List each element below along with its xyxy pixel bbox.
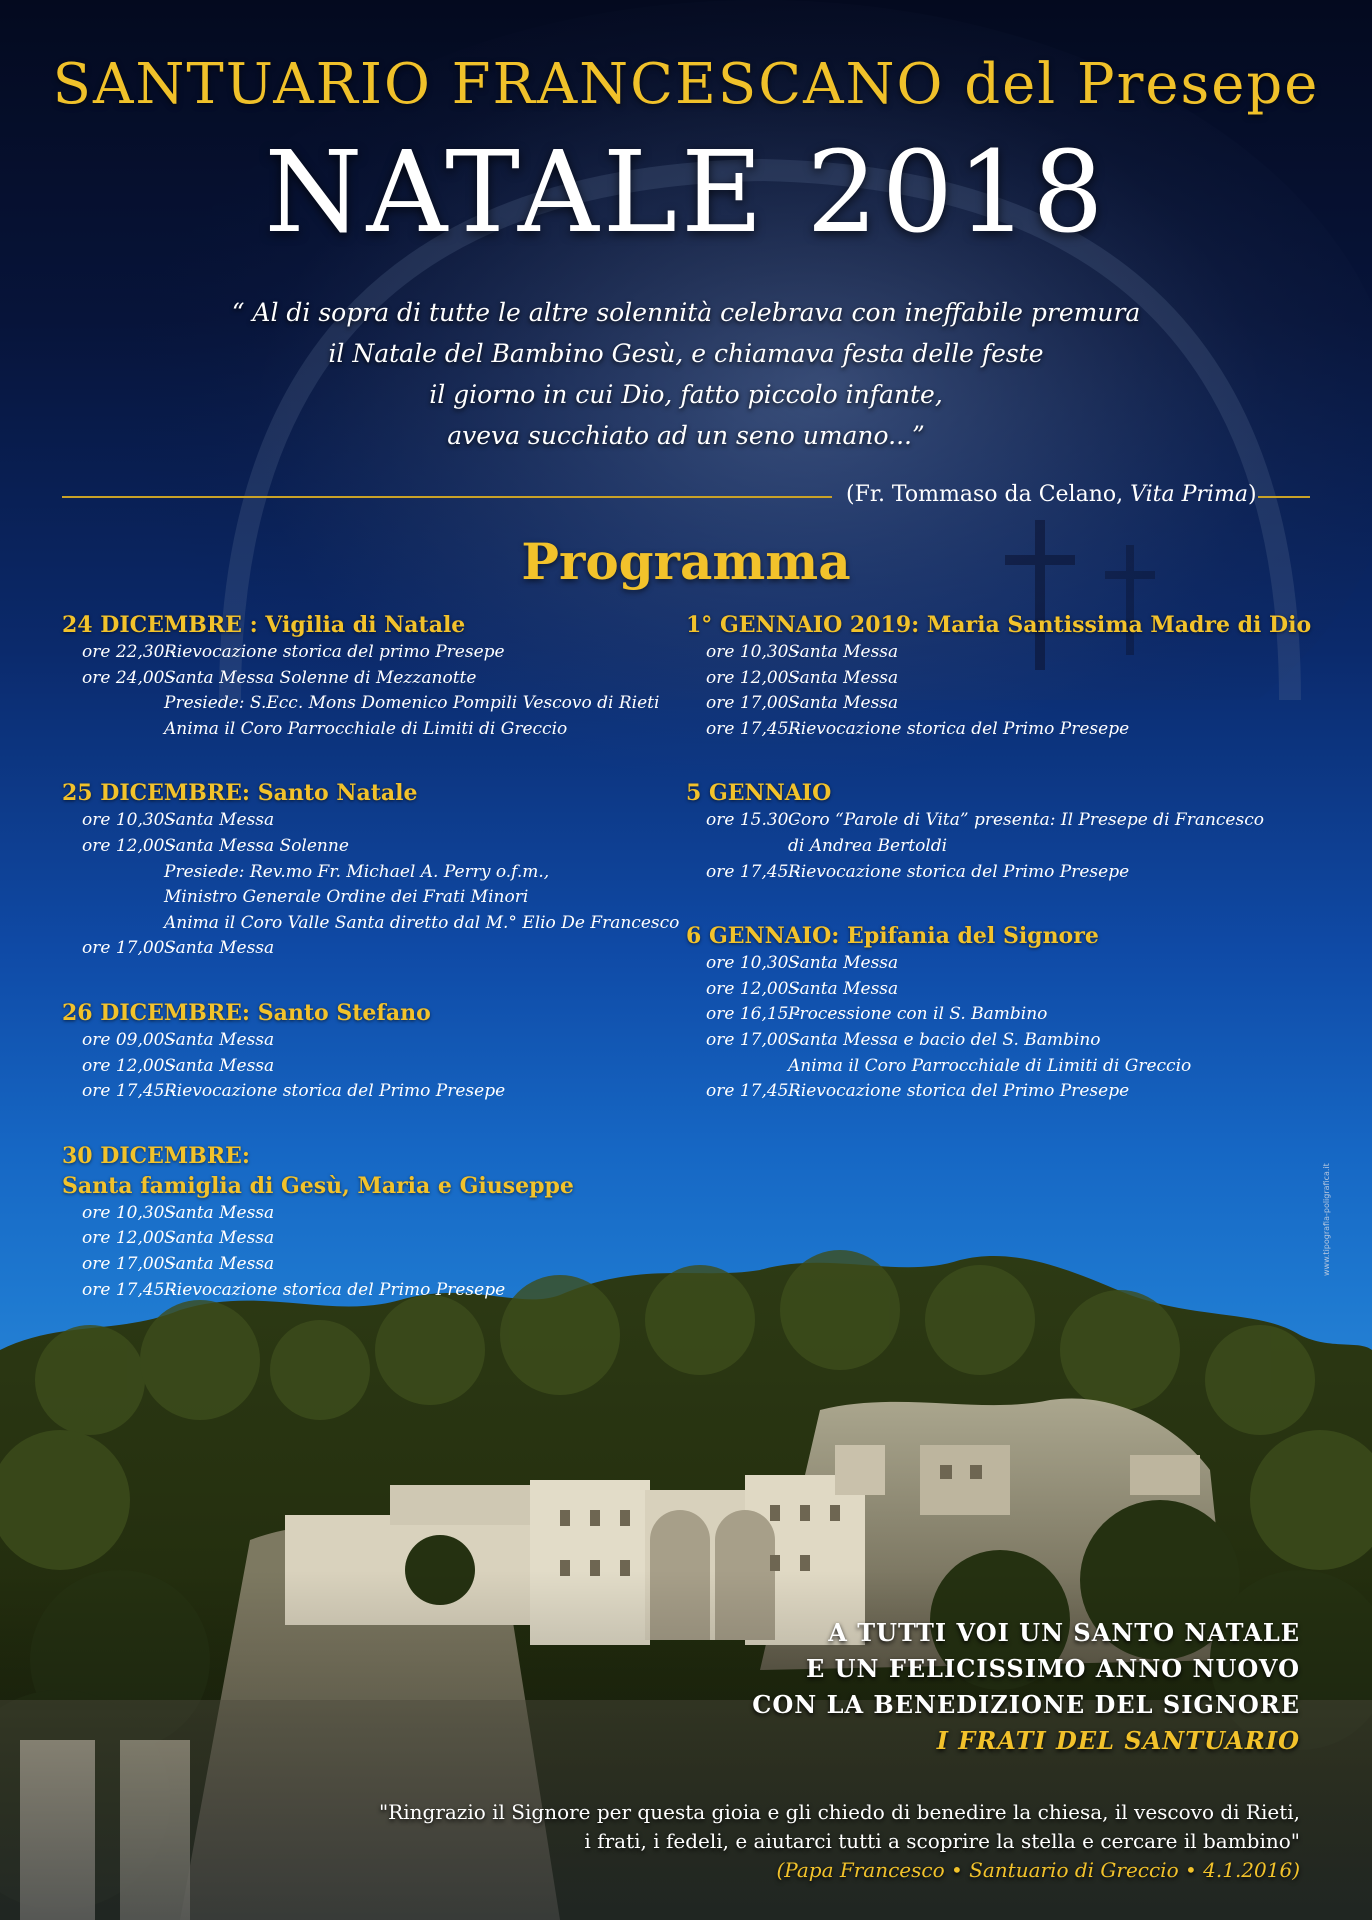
divider-left: [62, 496, 832, 498]
schedule-entry: [686, 1079, 1336, 1105]
day-subtitle: Santa famiglia di Gesù, Maria e Giuseppe: [62, 1172, 574, 1199]
day-title: 24 DICEMBRE : Vigilia di Natale: [62, 612, 466, 638]
greeting-line: E UN FELICISSIMO ANNO NUOVO: [805, 1654, 1300, 1683]
schedule-entry: [62, 1028, 702, 1054]
quote-line: aveva succhiato ad un seno umano...”: [447, 421, 925, 450]
program-day: [686, 921, 1336, 1105]
quote-line: il Natale del Bambino Gesù, e chiamava festa delle feste: [328, 339, 1044, 368]
entry-time: ore 10,30 -: [82, 1202, 176, 1223]
printer-credit: www.tipografia-poligrafica.it: [1322, 1163, 1331, 1276]
schedule-entry: [62, 808, 702, 834]
entry-time: ore 17,45 -: [706, 861, 800, 882]
schedule-entry: [62, 1054, 702, 1080]
program-column-left: [62, 610, 702, 1339]
entry-description: Rievocazione storica del primo Presepe: [164, 642, 505, 662]
pope-quote: [379, 1798, 1300, 1885]
entry-time: ore 17,45 -: [706, 1081, 800, 1102]
program-day: [62, 1141, 702, 1303]
entry-note: di Andrea Bertoldi: [788, 835, 948, 856]
program-day: [686, 778, 1336, 885]
entry-time: ore 24,00 -: [82, 667, 176, 688]
entry-time: ore 17,45 -: [82, 1279, 176, 1300]
entry-time: ore 22,30 -: [82, 642, 176, 662]
schedule-entry: [62, 1278, 702, 1304]
schedule-entry: [686, 860, 1336, 886]
entry-time: ore 12,00 -: [82, 1228, 176, 1249]
entry-time: ore 17,00 -: [82, 1253, 176, 1274]
entry-time: ore 17,00 -: [82, 938, 176, 959]
program-day: [62, 778, 702, 962]
schedule-entry: [686, 717, 1336, 743]
day-title: 25 DICEMBRE: Santo Natale: [62, 780, 418, 807]
program-heading: Programma: [521, 532, 851, 591]
greeting-line: A TUTTI VOI UN SANTO NATALE: [828, 1618, 1300, 1647]
entry-time: ore 17,00 -: [706, 693, 800, 714]
program-day: [62, 610, 702, 742]
program-day: [62, 998, 702, 1105]
greeting-line: CON LA BENEDIZIONE DEL SIGNORE: [752, 1690, 1300, 1719]
program-column-right: [686, 610, 1336, 1141]
entry-note: Presiede: Rev.mo Fr. Michael A. Perry o.f.m.,: [164, 861, 550, 882]
schedule-entry: [62, 834, 702, 860]
entry-description: Santa Messa: [164, 1055, 275, 1076]
schedule-entry: [686, 977, 1336, 1003]
entry-description: Santa Messa: [164, 1228, 275, 1249]
schedule-entry: [686, 640, 1336, 666]
entry-note: Anima il Coro Parrocchiale di Limiti di Greccio: [788, 1055, 1192, 1076]
entry-description: Rievocazione storica del Primo Presepe: [788, 1081, 1130, 1102]
entry-time: ore 12,00 -: [82, 1055, 176, 1076]
schedule-entry: [62, 936, 702, 962]
entry-time: ore 10,30 -: [706, 642, 800, 662]
greeting-signature: I FRATI DEL SANTUARIO: [936, 1726, 1300, 1755]
entry-time: ore 12,00 -: [82, 835, 176, 856]
entry-description: Santa Messa Solenne di Mezzanotte: [164, 667, 477, 688]
schedule-entry: [686, 808, 1336, 834]
entry-description: Santa Messa: [164, 810, 275, 831]
day-title: 26 DICEMBRE: Santo Stefano: [62, 999, 431, 1026]
quote-line: “ Al di sopra di tutte le altre solennità celebrava con ineffabile premura: [231, 298, 1141, 327]
entry-time: ore 17,45 -: [82, 1081, 176, 1102]
entry-time: ore 09,00 -: [82, 1029, 176, 1050]
entry-description: Coro “Parole di Vita” presenta: Il Presepe di Francesco: [788, 810, 1264, 831]
day-title: 6 GENNAIO: Epifania del Signore: [686, 923, 1099, 950]
schedule-entry: [686, 951, 1336, 977]
greeting-block: [752, 1615, 1300, 1759]
entry-note: Anima il Coro Parrocchiale di Limiti di Greccio: [164, 718, 568, 739]
schedule-entry: [62, 1226, 702, 1252]
entry-note: Presiede: S.Ecc. Mons Domenico Pompili Vescovo di Rieti: [164, 693, 660, 714]
schedule-entry: [686, 1002, 1336, 1028]
attribution-suffix: ): [1247, 482, 1257, 507]
day-title: 30 DICEMBRE:: [62, 1142, 251, 1169]
pope-quote-line: i frati, i fedeli, e aiutarci tutti a scoprire la stella e cercare il bambino": [584, 1829, 1300, 1853]
entry-description: Santa Messa: [788, 978, 899, 999]
celano-quote: [0, 292, 1372, 456]
entry-description: Processione con il S. Bambino: [788, 1004, 1048, 1025]
schedule-entry: [62, 666, 702, 692]
header-title: SANTUARIO FRANCESCANO del Presepe: [52, 52, 1320, 117]
entry-description: Santa Messa: [164, 1029, 275, 1050]
attribution-prefix: (Fr. Tommaso da Celano,: [846, 482, 1131, 507]
attribution-work: Vita Prima: [1130, 482, 1248, 507]
day-title: 5 GENNAIO: [686, 780, 832, 807]
main-title: NATALE 2018: [264, 128, 1108, 258]
divider-right: [1258, 496, 1310, 498]
schedule-entry: [62, 1079, 702, 1105]
program-day: [686, 610, 1336, 742]
schedule-entry: [686, 666, 1336, 692]
entry-description: Santa Messa: [788, 693, 899, 714]
entry-description: Santa Messa Solenne: [164, 835, 349, 856]
entry-description: Santa Messa: [788, 667, 899, 688]
entry-description: Santa Messa: [164, 938, 275, 959]
entry-time: ore 17,00 -: [706, 1029, 800, 1050]
schedule-entry: [62, 1252, 702, 1278]
quote-line: il giorno in cui Dio, fatto piccolo infante,: [429, 380, 943, 409]
entry-description: Rievocazione storica del Primo Presepe: [788, 861, 1130, 882]
entry-description: Santa Messa: [788, 953, 899, 974]
entry-description: Santa Messa: [164, 1202, 275, 1223]
entry-description: Rievocazione storica del Primo Presepe: [164, 1279, 506, 1300]
day-title: 1° GENNAIO 2019: Maria Santissima Madre di Dio: [686, 612, 1312, 638]
entry-note: Ministro Generale Ordine dei Frati Minori: [164, 887, 529, 908]
entry-time: ore 10,30 -: [706, 953, 800, 974]
schedule-entry: [62, 1201, 702, 1227]
entry-description: Santa Messa: [164, 1253, 275, 1274]
entry-time: ore 15.30 -: [706, 810, 800, 831]
pope-quote-source: (Papa Francesco • Santuario di Greccio • 4.1.2016): [776, 1858, 1300, 1882]
entry-time: ore 12,00 -: [706, 667, 800, 688]
entry-note: Anima il Coro Valle Santa diretto dal M.° Elio De Francesco: [164, 912, 680, 933]
schedule-entry: [62, 640, 702, 666]
entry-description: Rievocazione storica del Primo Presepe: [788, 718, 1130, 739]
entry-description: Santa Messa: [788, 642, 899, 662]
schedule-entry: [686, 691, 1336, 717]
entry-description: Rievocazione storica del Primo Presepe: [164, 1081, 506, 1102]
entry-time: ore 16,15 -: [706, 1004, 800, 1025]
entry-time: ore 10,30 -: [82, 810, 176, 831]
entry-description: Santa Messa e bacio del S. Bambino: [788, 1029, 1101, 1050]
entry-time: ore 12,00 -: [706, 978, 800, 999]
quote-attribution: [846, 482, 1257, 507]
entry-time: ore 17,45 -: [706, 718, 800, 739]
pope-quote-line: "Ringrazio il Signore per questa gioia e gli chiedo di benedire la chiesa, il vescovo di Rieti,: [378, 1800, 1300, 1824]
schedule-entry: [686, 1028, 1336, 1054]
